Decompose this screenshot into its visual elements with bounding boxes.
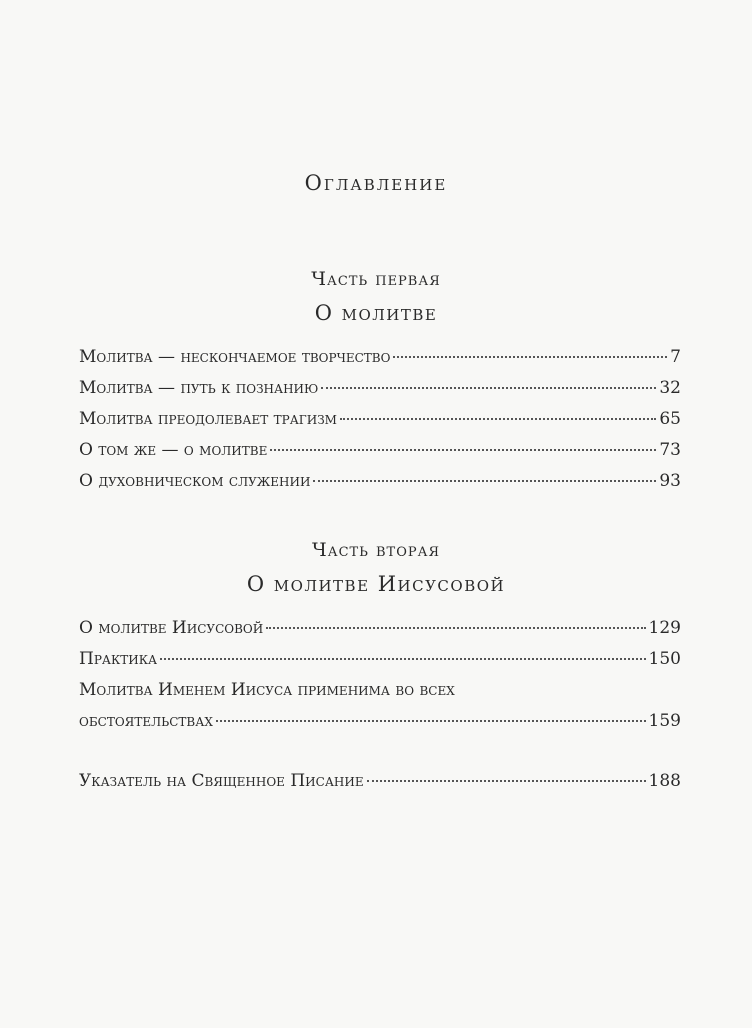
dot-leader [367, 780, 646, 782]
toc-entry-page: 129 [648, 618, 681, 638]
toc-entry[interactable] [79, 471, 681, 502]
toc-entry-page: 93 [659, 471, 681, 491]
toc-entry-page: 65 [659, 409, 681, 429]
toc-entry-title: Молитва преодолевает трагизм [79, 409, 337, 429]
toc-entry-title: О духовническом служении [79, 471, 311, 491]
toc-entry-page: 188 [648, 771, 681, 791]
toc-entry-title: обстоятельствах [79, 711, 213, 731]
part-1-toc [79, 347, 681, 502]
toc-entry-title: О молитве Иисусовой [79, 618, 264, 638]
toc-entry[interactable] [79, 618, 681, 649]
toc-entry-page: 159 [648, 711, 681, 731]
dot-leader [321, 387, 656, 389]
toc-entry[interactable] [79, 347, 681, 378]
toc-entry-title-line1[interactable]: Молитва Именем Иисуса применима во всех [79, 680, 455, 700]
toc-entry[interactable] [79, 378, 681, 409]
dot-leader [313, 480, 656, 482]
toc-entry[interactable] [79, 409, 681, 440]
toc-entry-title: Молитва — нескончаемое творчество [79, 347, 391, 367]
page-title: Оглавление [304, 171, 448, 195]
part-1-heading: О молитве [314, 301, 438, 325]
toc-entry[interactable] [79, 711, 681, 742]
part-2-label: Часть вторая [312, 539, 440, 561]
part-2-heading: О молитве Иисусовой [246, 572, 506, 596]
toc-entry[interactable] [79, 440, 681, 471]
dot-leader [216, 720, 646, 722]
toc-entry[interactable] [79, 649, 681, 680]
toc-entry-title: О том же — о молитве [79, 440, 268, 460]
toc-entry-page: 150 [648, 649, 681, 669]
toc-entry-title: Практика [79, 649, 158, 669]
dot-leader [160, 658, 645, 660]
toc-entry-page: 73 [659, 440, 681, 460]
toc-entry-title: Молитва — путь к познанию [79, 378, 319, 398]
dot-leader [340, 418, 656, 420]
dot-leader [393, 356, 667, 358]
toc-entry-page: 7 [670, 347, 681, 367]
part-2-toc [79, 618, 681, 742]
part-1-label: Часть первая [311, 268, 441, 290]
index-toc [79, 771, 681, 802]
toc-entry-title: Указатель на Священное Писание [79, 771, 364, 791]
toc-entry-page: 32 [659, 378, 681, 398]
dot-leader [266, 627, 645, 629]
toc-entry-index[interactable] [79, 771, 681, 802]
dot-leader [270, 449, 656, 451]
